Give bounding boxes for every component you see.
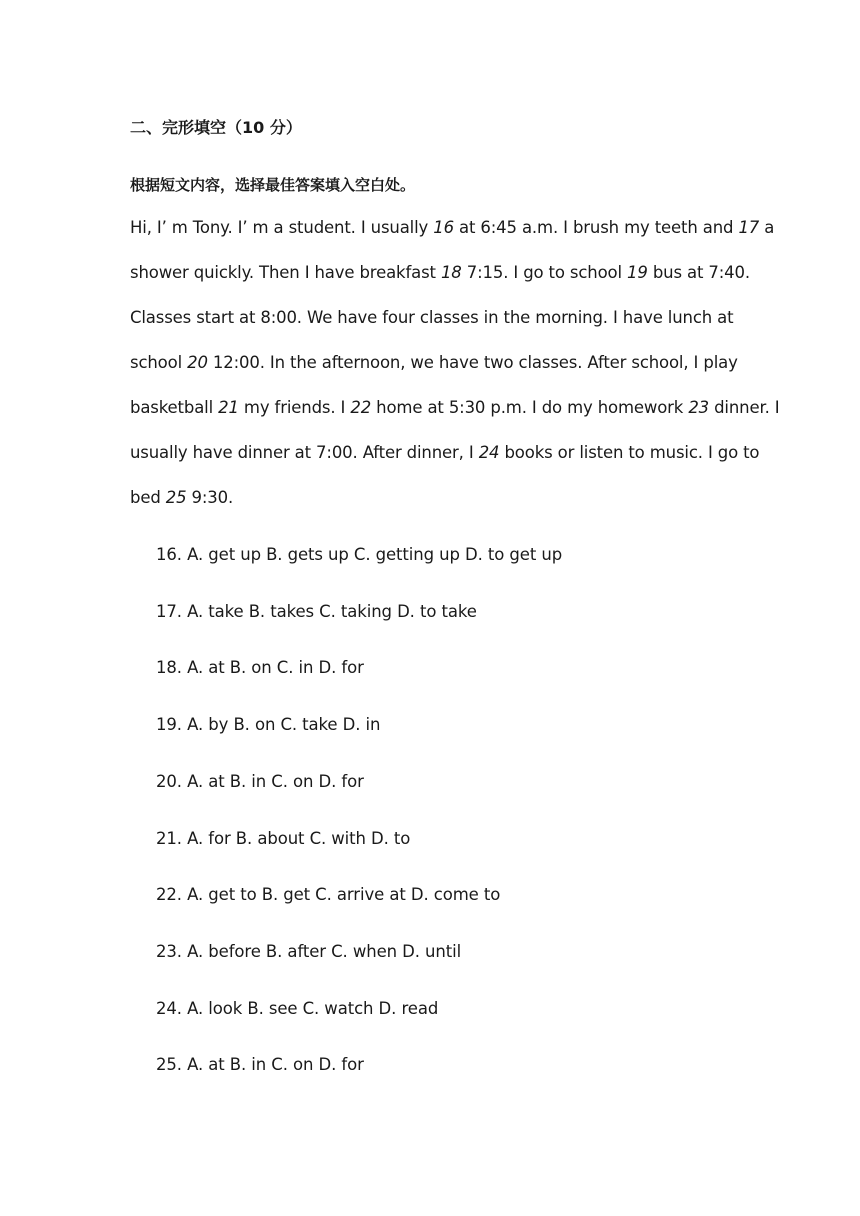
question-option-line: 19. A. by B. on C. take D. in — [156, 715, 381, 734]
section-heading: 二、完形填空（10 分） — [130, 118, 302, 137]
question-option-line: 17. A. take B. takes C. taking D. to take — [156, 602, 477, 621]
passage-text: a — [759, 218, 775, 237]
passage-line — [130, 442, 759, 464]
passage-text: Classes start at 8:00. We have four classes in the morning. I have lunch at — [130, 308, 734, 327]
passage-line — [130, 397, 780, 419]
question-option-line: 24. A. look B. see C. watch D. read — [156, 999, 439, 1018]
passage-text: at 6:45 a.m. I brush my teeth and — [453, 218, 739, 237]
blank-number: 24 — [478, 443, 500, 462]
blank-number: 17 — [738, 218, 760, 237]
passage-line — [130, 217, 774, 239]
question-option-line: 18. A. at B. on C. in D. for — [156, 658, 364, 677]
passage-text: school — [130, 353, 188, 372]
question-option-line: 22. A. get to B. get C. arrive at D. come to — [156, 885, 501, 904]
passage-text: home at 5:30 p.m. I do my homework — [371, 398, 689, 417]
passage-text: my friends. I — [238, 398, 351, 417]
passage-line — [130, 262, 750, 284]
blank-number: 22 — [350, 398, 372, 417]
passage-text: 9:30. — [186, 488, 234, 507]
passage-text: bed — [130, 488, 166, 507]
question-option-line: 20. A. at B. in C. on D. for — [156, 772, 364, 791]
passage-line — [130, 307, 733, 329]
passage-text: basketball — [130, 398, 219, 417]
passage-text: Hi, I’ m Tony. I’ m a student. I usually — [130, 218, 434, 237]
passage-text: dinner. I — [709, 398, 780, 417]
blank-number: 19 — [627, 263, 648, 282]
blank-number: 23 — [688, 398, 710, 417]
question-option-line: 21. A. for B. about C. with D. to — [156, 829, 411, 848]
blank-number: 16 — [433, 218, 454, 237]
question-option-line: 25. A. at B. in C. on D. for — [156, 1055, 364, 1074]
blank-number: 25 — [165, 488, 187, 507]
question-option-line: 23. A. before B. after C. when D. until — [156, 942, 462, 961]
passage-line — [130, 352, 738, 374]
blank-number: 21 — [218, 398, 239, 417]
passage-line — [130, 487, 233, 509]
section-instruction: 根据短文内容，选择最佳答案填入空白处。 — [130, 176, 416, 194]
passage-text: usually have dinner at 7:00. After dinner, I — [130, 443, 479, 462]
passage-text: books or listen to music. I go to — [499, 443, 760, 462]
passage-text: 7:15. I go to school — [461, 263, 628, 282]
passage-text: bus at 7:40. — [647, 263, 750, 282]
passage-text: shower quickly. Then I have breakfast — [130, 263, 441, 282]
passage-text: 12:00. In the afternoon, we have two classes. After school, I play — [207, 353, 738, 372]
blank-number: 18 — [440, 263, 462, 282]
blank-number: 20 — [187, 353, 208, 372]
question-option-line: 16. A. get up B. gets up C. getting up D. to get up — [156, 545, 563, 564]
